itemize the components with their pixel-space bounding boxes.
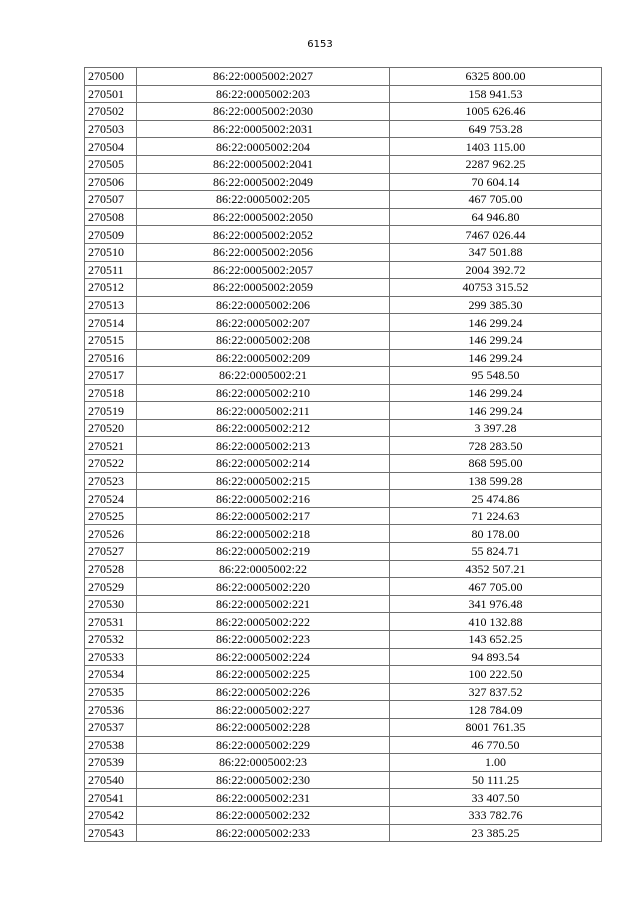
table-row [85,85,602,103]
row-id-cell: 270532 [85,631,137,649]
table-row [85,789,602,807]
cadastral-number-cell: 86:22:0005002:220 [137,578,390,596]
cadastral-number-cell: 86:22:0005002:224 [137,648,390,666]
row-id-cell: 270527 [85,543,137,561]
value-cell: 467 705.00 [390,191,602,209]
table-row [85,490,602,508]
value-cell: 6325 800.00 [390,68,602,86]
row-id-cell: 270518 [85,384,137,402]
cadastral-number-cell: 86:22:0005002:203 [137,85,390,103]
row-id-cell: 270526 [85,525,137,543]
row-id-cell: 270501 [85,85,137,103]
table-row [85,68,602,86]
table-row [85,261,602,279]
table-row [85,631,602,649]
value-cell: 40753 315.52 [390,279,602,297]
value-cell: 46 770.50 [390,736,602,754]
cadastral-number-cell: 86:22:0005002:232 [137,806,390,824]
cadastral-number-cell: 86:22:0005002:226 [137,683,390,701]
value-cell: 100 222.50 [390,666,602,684]
table-row [85,419,602,437]
table-row [85,455,602,473]
value-cell: 128 784.09 [390,701,602,719]
table-row [85,578,602,596]
row-id-cell: 270528 [85,560,137,578]
table-row [85,472,602,490]
row-id-cell: 270505 [85,155,137,173]
row-id-cell: 270519 [85,402,137,420]
cadastral-number-cell: 86:22:0005002:216 [137,490,390,508]
value-cell: 3 397.28 [390,419,602,437]
row-id-cell: 270516 [85,349,137,367]
table-row [85,173,602,191]
value-cell: 146 299.24 [390,331,602,349]
row-id-cell: 270522 [85,455,137,473]
row-id-cell: 270504 [85,138,137,156]
value-cell: 64 946.80 [390,208,602,226]
row-id-cell: 270540 [85,771,137,789]
row-id-cell: 270536 [85,701,137,719]
row-id-cell: 270508 [85,208,137,226]
row-id-cell: 270514 [85,314,137,332]
value-cell: 33 407.50 [390,789,602,807]
cadastral-number-cell: 86:22:0005002:217 [137,507,390,525]
cadastral-number-cell: 86:22:0005002:2057 [137,261,390,279]
row-id-cell: 270531 [85,613,137,631]
table-row [85,243,602,261]
value-cell: 71 224.63 [390,507,602,525]
value-cell: 138 599.28 [390,472,602,490]
row-id-cell: 270511 [85,261,137,279]
table-row [85,736,602,754]
table-row [85,613,602,631]
table-row [85,367,602,385]
cadastral-number-cell: 86:22:0005002:225 [137,666,390,684]
row-id-cell: 270520 [85,419,137,437]
row-id-cell: 270539 [85,754,137,772]
cadastral-number-cell: 86:22:0005002:230 [137,771,390,789]
value-cell: 347 501.88 [390,243,602,261]
data-table [84,67,602,842]
cadastral-number-cell: 86:22:0005002:23 [137,754,390,772]
row-id-cell: 270535 [85,683,137,701]
value-cell: 1005 626.46 [390,103,602,121]
table-row [85,103,602,121]
table-row [85,402,602,420]
row-id-cell: 270530 [85,595,137,613]
value-cell: 50 111.25 [390,771,602,789]
table-row [85,595,602,613]
value-cell: 4352 507.21 [390,560,602,578]
cadastral-number-cell: 86:22:0005002:210 [137,384,390,402]
row-id-cell: 270541 [85,789,137,807]
table-body [85,68,602,842]
row-id-cell: 270523 [85,472,137,490]
row-id-cell: 270512 [85,279,137,297]
value-cell: 728 283.50 [390,437,602,455]
value-cell: 649 753.28 [390,120,602,138]
row-id-cell: 270513 [85,296,137,314]
value-cell: 146 299.24 [390,314,602,332]
value-cell: 143 652.25 [390,631,602,649]
row-id-cell: 270543 [85,824,137,842]
cadastral-number-cell: 86:22:0005002:214 [137,455,390,473]
row-id-cell: 270524 [85,490,137,508]
row-id-cell: 270533 [85,648,137,666]
cadastral-number-cell: 86:22:0005002:228 [137,718,390,736]
table-row [85,155,602,173]
table-row [85,279,602,297]
cadastral-number-cell: 86:22:0005002:233 [137,824,390,842]
table-row [85,543,602,561]
value-cell: 94 893.54 [390,648,602,666]
cadastral-number-cell: 86:22:0005002:22 [137,560,390,578]
row-id-cell: 270510 [85,243,137,261]
cadastral-number-cell: 86:22:0005002:21 [137,367,390,385]
table-row [85,560,602,578]
value-cell: 146 299.24 [390,349,602,367]
cadastral-number-cell: 86:22:0005002:223 [137,631,390,649]
cadastral-number-cell: 86:22:0005002:2027 [137,68,390,86]
value-cell: 55 824.71 [390,543,602,561]
value-cell: 467 705.00 [390,578,602,596]
value-cell: 23 385.25 [390,824,602,842]
row-id-cell: 270534 [85,666,137,684]
table-row [85,718,602,736]
value-cell: 25 474.86 [390,490,602,508]
row-id-cell: 270529 [85,578,137,596]
cadastral-number-cell: 86:22:0005002:221 [137,595,390,613]
table-row [85,771,602,789]
table-row [85,666,602,684]
cadastral-number-cell: 86:22:0005002:212 [137,419,390,437]
table-row [85,648,602,666]
table-row [85,296,602,314]
cadastral-number-cell: 86:22:0005002:219 [137,543,390,561]
value-cell: 95 548.50 [390,367,602,385]
table-row [85,683,602,701]
row-id-cell: 270503 [85,120,137,138]
cadastral-number-cell: 86:22:0005002:218 [137,525,390,543]
row-id-cell: 270521 [85,437,137,455]
value-cell: 868 595.00 [390,455,602,473]
row-id-cell: 270507 [85,191,137,209]
row-id-cell: 270502 [85,103,137,121]
value-cell: 7467 026.44 [390,226,602,244]
cadastral-number-cell: 86:22:0005002:2031 [137,120,390,138]
cadastral-number-cell: 86:22:0005002:206 [137,296,390,314]
value-cell: 333 782.76 [390,806,602,824]
cadastral-number-cell: 86:22:0005002:211 [137,402,390,420]
table-row [85,384,602,402]
row-id-cell: 270506 [85,173,137,191]
row-id-cell: 270500 [85,68,137,86]
table-row [85,507,602,525]
row-id-cell: 270538 [85,736,137,754]
cadastral-number-cell: 86:22:0005002:222 [137,613,390,631]
value-cell: 410 132.88 [390,613,602,631]
cadastral-number-cell: 86:22:0005002:2059 [137,279,390,297]
value-cell: 146 299.24 [390,402,602,420]
value-cell: 1403 115.00 [390,138,602,156]
value-cell: 2287 962.25 [390,155,602,173]
row-id-cell: 270509 [85,226,137,244]
value-cell: 341 976.48 [390,595,602,613]
cadastral-number-cell: 86:22:0005002:2049 [137,173,390,191]
value-cell: 2004 392.72 [390,261,602,279]
value-cell: 8001 761.35 [390,718,602,736]
table-row [85,525,602,543]
value-cell: 299 385.30 [390,296,602,314]
table-row [85,191,602,209]
cadastral-number-cell: 86:22:0005002:204 [137,138,390,156]
table-row [85,331,602,349]
table-row [85,314,602,332]
table-row [85,138,602,156]
cadastral-number-cell: 86:22:0005002:2052 [137,226,390,244]
table-row [85,754,602,772]
row-id-cell: 270542 [85,806,137,824]
cadastral-number-cell: 86:22:0005002:205 [137,191,390,209]
cadastral-number-cell: 86:22:0005002:215 [137,472,390,490]
row-id-cell: 270517 [85,367,137,385]
table-row [85,806,602,824]
table-row [85,120,602,138]
value-cell: 327 837.52 [390,683,602,701]
row-id-cell: 270525 [85,507,137,525]
value-cell: 1.00 [390,754,602,772]
cadastral-number-cell: 86:22:0005002:2056 [137,243,390,261]
row-id-cell: 270515 [85,331,137,349]
page-number: 6153 [307,39,333,50]
table-row [85,226,602,244]
cadastral-number-cell: 86:22:0005002:2030 [137,103,390,121]
table-row [85,824,602,842]
row-id-cell: 270537 [85,718,137,736]
value-cell: 158 941.53 [390,85,602,103]
cadastral-number-cell: 86:22:0005002:208 [137,331,390,349]
cadastral-number-cell: 86:22:0005002:2050 [137,208,390,226]
cadastral-number-cell: 86:22:0005002:229 [137,736,390,754]
cadastral-number-cell: 86:22:0005002:227 [137,701,390,719]
cadastral-number-cell: 86:22:0005002:2041 [137,155,390,173]
value-cell: 70 604.14 [390,173,602,191]
value-cell: 80 178.00 [390,525,602,543]
cadastral-number-cell: 86:22:0005002:207 [137,314,390,332]
table-row [85,437,602,455]
value-cell: 146 299.24 [390,384,602,402]
cadastral-number-cell: 86:22:0005002:213 [137,437,390,455]
table-row [85,349,602,367]
table-row [85,208,602,226]
cadastral-number-cell: 86:22:0005002:231 [137,789,390,807]
cadastral-number-cell: 86:22:0005002:209 [137,349,390,367]
table-row [85,701,602,719]
